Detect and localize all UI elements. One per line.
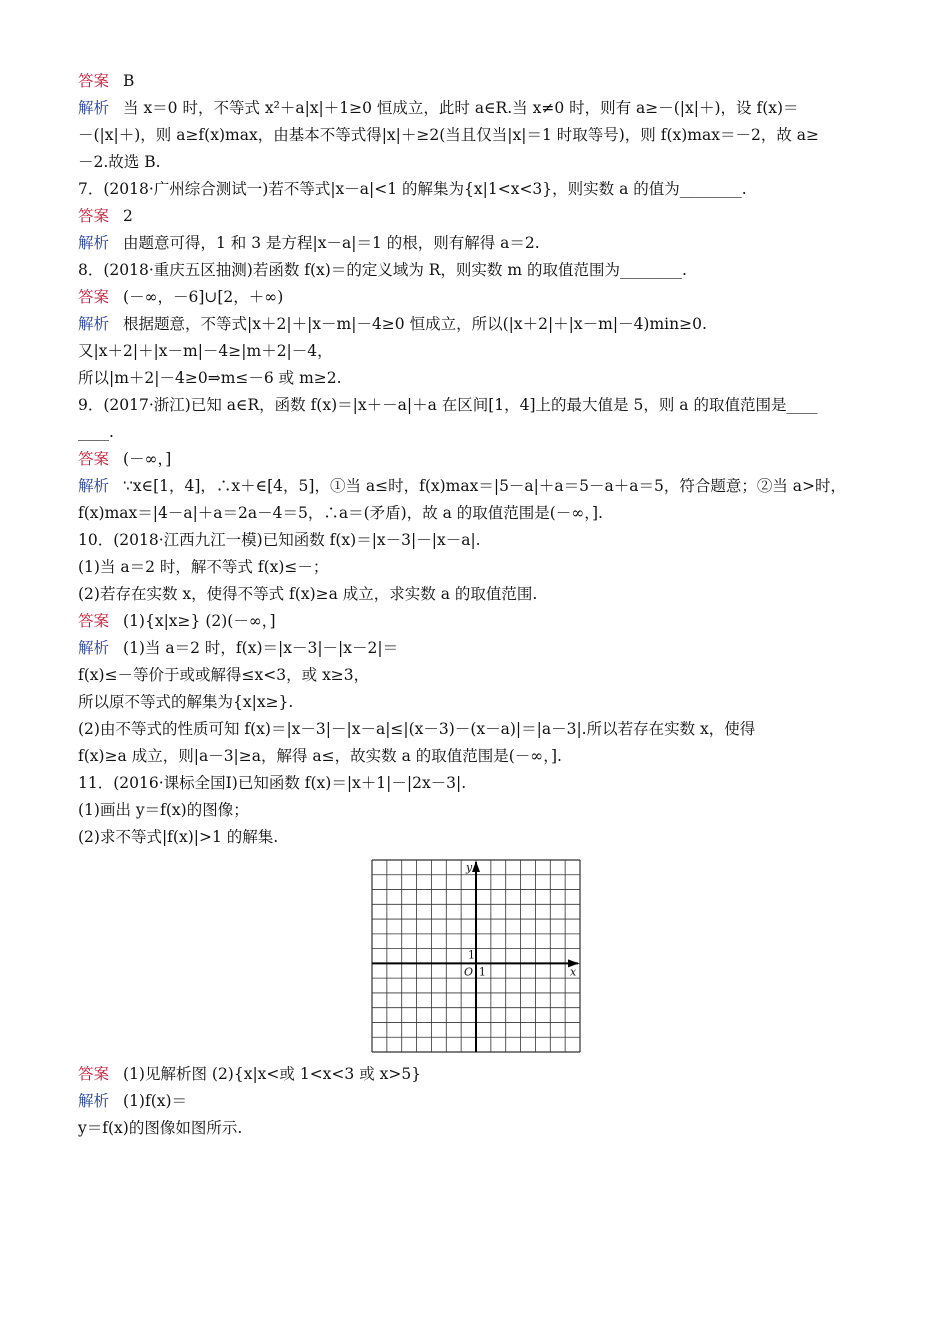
answer-label: 答案 (78, 207, 110, 225)
answer-label: 答案 (78, 288, 110, 306)
text-block (78, 68, 878, 851)
text-line (78, 527, 878, 554)
text-line (78, 365, 878, 392)
analysis-label: 解析 (78, 234, 110, 252)
line-text: (2)若存在实数 x，使得不等式 f(x)≥a 成立，求实数 a 的取值范围. (78, 585, 538, 603)
line-text: 7．(2018·广州综合测试一)若不等式|x－a|<1 的解集为{x|1<x<3}，则实数 a 的值为________. (78, 180, 747, 198)
y-axis-arrow (472, 861, 480, 872)
line-text: 9．(2017·浙江)已知 a∈R，函数 f(x)＝|x＋－a|＋a 在区间[1，4]上的最大值是 5，则 a 的取值范围是____ (78, 396, 818, 414)
grid-svg (370, 858, 582, 1054)
text-line (78, 689, 878, 716)
line-text: －2.故选 B. (78, 153, 161, 171)
line-text: f(x)≥a 成立，则|a－3|≥a，解得 a≤，故实数 a 的取值范围是(－∞，]. (78, 747, 562, 765)
line-text: (2)由不等式的性质可知 f(x)＝|x－3|－|x－a|≤|(x－3)－(x－a)|＝|a－3|.所以若存在实数 x，使得 (78, 720, 756, 738)
line-text: y＝f(x)的图像如图所示. (78, 1119, 243, 1137)
text-line (78, 203, 878, 230)
text-line (78, 1088, 878, 1115)
line-text: (1){x|x≥} (2)(－∞，] (123, 612, 276, 630)
y-tick-label: 1 (468, 948, 475, 962)
text-line (78, 68, 878, 95)
text-line (78, 554, 878, 581)
origin-label: O (464, 965, 474, 979)
line-text: 又|x＋2|＋|x－m|－4≥|m＋2|－4， (78, 342, 333, 360)
text-line (78, 122, 878, 149)
line-text: 2 (123, 207, 133, 225)
line-text: (1)当 a＝2 时，f(x)＝|x－3|－|x－2|＝ (123, 639, 399, 657)
line-text: (－∞，－6]∪[2，＋∞) (123, 288, 284, 306)
x-axis-label: x (570, 965, 577, 979)
line-text: 当 x＝0 时，不等式 x²＋a|x|＋1≥0 恒成立，此时 a∈R.当 x≠0 时，则有 a≥－(|x|＋)，设 f(x)＝ (123, 99, 799, 117)
text-line (78, 500, 878, 527)
text-line (78, 338, 878, 365)
text-line (78, 662, 878, 689)
coordinate-grid-figure (370, 858, 582, 1054)
analysis-label: 解析 (78, 1092, 110, 1110)
line-text: f(x)max＝|4－a|＋a＝2a－4＝5，∴a＝(矛盾)，故 a 的取值范围是(－∞，]. (78, 504, 603, 522)
text-line (78, 419, 878, 446)
text-line (78, 797, 878, 824)
text-line (78, 284, 878, 311)
line-text: 由题意可得，1 和 3 是方程|x－a|＝1 的根，则有解得 a＝2. (123, 234, 540, 252)
answer-label: 答案 (78, 450, 110, 468)
text-line (78, 743, 878, 770)
answer-label: 答案 (78, 612, 110, 630)
line-text: (2)求不等式|f(x)|>1 的解集. (78, 828, 279, 846)
analysis-label: 解析 (78, 315, 110, 333)
text-line (78, 608, 878, 635)
line-text: ____. (78, 423, 114, 441)
text-line (78, 149, 878, 176)
text-line (78, 635, 878, 662)
analysis-label: 解析 (78, 639, 110, 657)
text-line (78, 95, 878, 122)
analysis-label: 解析 (78, 477, 110, 495)
line-text: (－∞，] (123, 450, 172, 468)
line-text: 8．(2018·重庆五区抽测)若函数 f(x)＝的定义域为 R，则实数 m 的取值范围为________. (78, 261, 687, 279)
answer-label: 答案 (78, 1065, 110, 1083)
y-axis-label: y (466, 861, 473, 874)
line-text: (1)画出 y＝f(x)的图像； (78, 801, 249, 819)
text-line (78, 176, 878, 203)
line-text: B (123, 72, 135, 90)
line-text: 10．(2018·江西九江一模)已知函数 f(x)＝|x－3|－|x－a|. (78, 531, 481, 549)
answer-label: 答案 (78, 72, 110, 90)
text-line (78, 311, 878, 338)
text-line (78, 1061, 878, 1088)
text-line (78, 716, 878, 743)
document-page (78, 68, 878, 1142)
line-text: 11．(2016·课标全国Ⅰ)已知函数 f(x)＝|x＋1|－|2x－3|. (78, 774, 467, 792)
line-text: (1)f(x)＝ (123, 1092, 188, 1110)
text-line (78, 473, 878, 500)
analysis-label: 解析 (78, 99, 110, 117)
text-line (78, 230, 878, 257)
text-block-after-figure (78, 1061, 878, 1142)
line-text: (1)见解析图 (2){x|x<或 1<x<3 或 x>5} (123, 1065, 422, 1083)
line-text: (1)当 a＝2 时，解不等式 f(x)≤－； (78, 558, 329, 576)
line-text: f(x)≤－等价于或或解得≤x<3，或 x≥3， (78, 666, 370, 684)
line-text: －(|x|＋)，则 a≥f(x)max，由基本不等式得|x|＋≥2(当且仅当|x|＝1 时取等号)，则 f(x)max＝－2，故 a≥ (78, 126, 819, 144)
line-text: 根据题意，不等式|x＋2|＋|x－m|－4≥0 恒成立，所以(|x＋2|＋|x－m|－4)min≥0. (123, 315, 707, 333)
text-line (78, 770, 878, 797)
line-text: ∵x∈[1，4]，∴x＋∈[4，5]，①当 a≤时，f(x)max＝|5－a|＋a＝5－a＋a＝5，符合题意；②当 a>时， (123, 477, 847, 495)
text-line (78, 581, 878, 608)
text-line (78, 257, 878, 284)
text-line (78, 1115, 878, 1142)
x-tick-label: 1 (478, 965, 486, 979)
line-text: 所以原不等式的解集为{x|x≥}. (78, 693, 294, 711)
line-text: 所以|m＋2|－4≥0⇒m≤－6 或 m≥2. (78, 369, 342, 387)
text-line (78, 446, 878, 473)
text-line (78, 392, 878, 419)
text-line (78, 824, 878, 851)
